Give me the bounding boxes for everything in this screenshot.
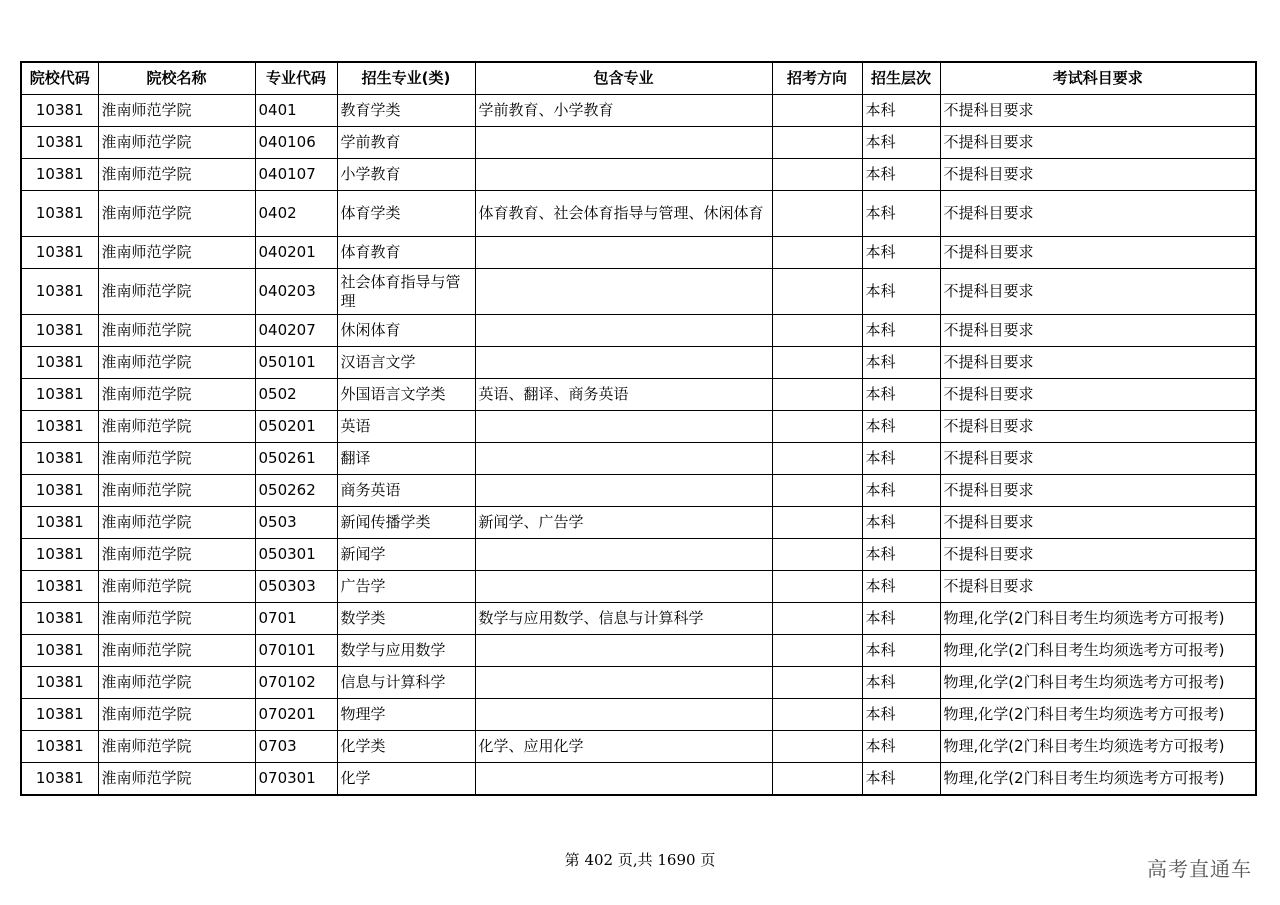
cell-direction bbox=[772, 127, 862, 159]
cell-requirement: 不提科目要求 bbox=[940, 475, 1256, 507]
cell-direction bbox=[772, 411, 862, 443]
cell-school-code: 10381 bbox=[21, 571, 98, 603]
cell-direction bbox=[772, 731, 862, 763]
cell-includes bbox=[475, 667, 772, 699]
table-row bbox=[21, 603, 1256, 635]
cell-direction bbox=[772, 159, 862, 191]
cell-direction bbox=[772, 315, 862, 347]
cell-major: 数学与应用数学 bbox=[337, 635, 475, 667]
cell-includes bbox=[475, 763, 772, 796]
cell-requirement: 不提科目要求 bbox=[940, 379, 1256, 411]
cell-school-code: 10381 bbox=[21, 667, 98, 699]
cell-school-code: 10381 bbox=[21, 443, 98, 475]
cell-includes bbox=[475, 159, 772, 191]
cell-direction bbox=[772, 379, 862, 411]
cell-school-code: 10381 bbox=[21, 603, 98, 635]
cell-major: 教育学类 bbox=[337, 95, 475, 127]
table-row bbox=[21, 635, 1256, 667]
header-major-code: 专业代码 bbox=[255, 62, 337, 95]
cell-requirement: 不提科目要求 bbox=[940, 571, 1256, 603]
cell-direction bbox=[772, 191, 862, 237]
cell-includes bbox=[475, 127, 772, 159]
cell-major-code: 040207 bbox=[255, 315, 337, 347]
cell-level: 本科 bbox=[862, 571, 940, 603]
table-row bbox=[21, 127, 1256, 159]
cell-major: 外国语言文学类 bbox=[337, 379, 475, 411]
cell-school-name: 淮南师范学院 bbox=[98, 315, 255, 347]
cell-major-code: 070301 bbox=[255, 763, 337, 796]
table-row bbox=[21, 191, 1256, 237]
cell-includes: 英语、翻译、商务英语 bbox=[475, 379, 772, 411]
cell-major: 翻译 bbox=[337, 443, 475, 475]
cell-includes bbox=[475, 443, 772, 475]
cell-major: 物理学 bbox=[337, 699, 475, 731]
cell-school-name: 淮南师范学院 bbox=[98, 411, 255, 443]
page-number: 第 402 页,共 1690 页 bbox=[564, 851, 716, 869]
header-includes: 包含专业 bbox=[475, 62, 772, 95]
cell-includes bbox=[475, 237, 772, 269]
cell-includes bbox=[475, 539, 772, 571]
cell-major: 新闻传播学类 bbox=[337, 507, 475, 539]
cell-direction bbox=[772, 699, 862, 731]
table-body bbox=[21, 95, 1256, 796]
cell-includes: 化学、应用化学 bbox=[475, 731, 772, 763]
cell-school-code: 10381 bbox=[21, 699, 98, 731]
cell-major-code: 070101 bbox=[255, 635, 337, 667]
cell-level: 本科 bbox=[862, 699, 940, 731]
cell-requirement: 不提科目要求 bbox=[940, 539, 1256, 571]
cell-direction bbox=[772, 475, 862, 507]
cell-includes bbox=[475, 635, 772, 667]
cell-level: 本科 bbox=[862, 347, 940, 379]
cell-major: 英语 bbox=[337, 411, 475, 443]
cell-major: 小学教育 bbox=[337, 159, 475, 191]
table-row bbox=[21, 731, 1256, 763]
cell-major-code: 0503 bbox=[255, 507, 337, 539]
header-level: 招生层次 bbox=[862, 62, 940, 95]
cell-requirement: 不提科目要求 bbox=[940, 237, 1256, 269]
cell-school-name: 淮南师范学院 bbox=[98, 731, 255, 763]
cell-major-code: 050201 bbox=[255, 411, 337, 443]
cell-school-name: 淮南师范学院 bbox=[98, 95, 255, 127]
header-major: 招生专业(类) bbox=[337, 62, 475, 95]
cell-requirement: 不提科目要求 bbox=[940, 159, 1256, 191]
header-direction: 招考方向 bbox=[772, 62, 862, 95]
cell-level: 本科 bbox=[862, 731, 940, 763]
header-school-code: 院校代码 bbox=[21, 62, 98, 95]
cell-major-code: 050301 bbox=[255, 539, 337, 571]
cell-includes: 新闻学、广告学 bbox=[475, 507, 772, 539]
table-row bbox=[21, 269, 1256, 315]
cell-major: 社会体育指导与管理 bbox=[337, 269, 475, 315]
cell-direction bbox=[772, 269, 862, 315]
table-row bbox=[21, 475, 1256, 507]
table-row bbox=[21, 315, 1256, 347]
cell-major-code: 040107 bbox=[255, 159, 337, 191]
cell-requirement: 物理,化学(2门科目考生均须选考方可报考) bbox=[940, 731, 1256, 763]
watermark: 高考直通车 bbox=[1147, 857, 1252, 881]
cell-requirement: 不提科目要求 bbox=[940, 315, 1256, 347]
table-row bbox=[21, 237, 1256, 269]
cell-school-name: 淮南师范学院 bbox=[98, 379, 255, 411]
cell-school-name: 淮南师范学院 bbox=[98, 159, 255, 191]
cell-requirement: 物理,化学(2门科目考生均须选考方可报考) bbox=[940, 763, 1256, 796]
table-row bbox=[21, 443, 1256, 475]
cell-school-code: 10381 bbox=[21, 475, 98, 507]
cell-includes bbox=[475, 347, 772, 379]
cell-school-code: 10381 bbox=[21, 95, 98, 127]
cell-level: 本科 bbox=[862, 603, 940, 635]
cell-school-code: 10381 bbox=[21, 411, 98, 443]
cell-school-name: 淮南师范学院 bbox=[98, 699, 255, 731]
cell-major: 体育学类 bbox=[337, 191, 475, 237]
cell-direction bbox=[772, 237, 862, 269]
cell-major: 汉语言文学 bbox=[337, 347, 475, 379]
cell-school-name: 淮南师范学院 bbox=[98, 571, 255, 603]
cell-requirement: 物理,化学(2门科目考生均须选考方可报考) bbox=[940, 699, 1256, 731]
cell-level: 本科 bbox=[862, 127, 940, 159]
cell-requirement: 不提科目要求 bbox=[940, 191, 1256, 237]
cell-level: 本科 bbox=[862, 191, 940, 237]
cell-includes bbox=[475, 411, 772, 443]
cell-major-code: 050101 bbox=[255, 347, 337, 379]
cell-requirement: 物理,化学(2门科目考生均须选考方可报考) bbox=[940, 635, 1256, 667]
table-row bbox=[21, 95, 1256, 127]
cell-school-name: 淮南师范学院 bbox=[98, 539, 255, 571]
table-row bbox=[21, 763, 1256, 796]
cell-school-name: 淮南师范学院 bbox=[98, 507, 255, 539]
cell-school-code: 10381 bbox=[21, 635, 98, 667]
admissions-table bbox=[20, 61, 1257, 796]
cell-school-code: 10381 bbox=[21, 539, 98, 571]
cell-direction bbox=[772, 95, 862, 127]
cell-requirement: 不提科目要求 bbox=[940, 95, 1256, 127]
cell-school-name: 淮南师范学院 bbox=[98, 603, 255, 635]
table-row bbox=[21, 699, 1256, 731]
cell-school-code: 10381 bbox=[21, 159, 98, 191]
cell-school-name: 淮南师范学院 bbox=[98, 667, 255, 699]
table-row bbox=[21, 571, 1256, 603]
cell-major-code: 040203 bbox=[255, 269, 337, 315]
cell-includes bbox=[475, 475, 772, 507]
cell-level: 本科 bbox=[862, 667, 940, 699]
cell-major-code: 070201 bbox=[255, 699, 337, 731]
cell-major: 信息与计算科学 bbox=[337, 667, 475, 699]
cell-school-name: 淮南师范学院 bbox=[98, 237, 255, 269]
cell-major-code: 070102 bbox=[255, 667, 337, 699]
cell-school-name: 淮南师范学院 bbox=[98, 191, 255, 237]
cell-major: 体育教育 bbox=[337, 237, 475, 269]
cell-school-code: 10381 bbox=[21, 731, 98, 763]
cell-major-code: 0401 bbox=[255, 95, 337, 127]
cell-requirement: 不提科目要求 bbox=[940, 443, 1256, 475]
cell-major-code: 0502 bbox=[255, 379, 337, 411]
cell-school-code: 10381 bbox=[21, 763, 98, 796]
cell-direction bbox=[772, 635, 862, 667]
cell-requirement: 不提科目要求 bbox=[940, 507, 1256, 539]
cell-direction bbox=[772, 603, 862, 635]
cell-major-code: 050303 bbox=[255, 571, 337, 603]
cell-major: 休闲体育 bbox=[337, 315, 475, 347]
cell-major-code: 040201 bbox=[255, 237, 337, 269]
cell-major: 学前教育 bbox=[337, 127, 475, 159]
cell-major: 化学类 bbox=[337, 731, 475, 763]
cell-direction bbox=[772, 571, 862, 603]
cell-level: 本科 bbox=[862, 507, 940, 539]
cell-major-code: 0402 bbox=[255, 191, 337, 237]
cell-includes bbox=[475, 315, 772, 347]
cell-school-name: 淮南师范学院 bbox=[98, 475, 255, 507]
cell-major-code: 050262 bbox=[255, 475, 337, 507]
cell-school-code: 10381 bbox=[21, 269, 98, 315]
cell-requirement: 不提科目要求 bbox=[940, 127, 1256, 159]
cell-includes bbox=[475, 699, 772, 731]
cell-school-name: 淮南师范学院 bbox=[98, 127, 255, 159]
cell-school-code: 10381 bbox=[21, 347, 98, 379]
cell-level: 本科 bbox=[862, 635, 940, 667]
table-row bbox=[21, 347, 1256, 379]
table-row bbox=[21, 667, 1256, 699]
cell-major: 新闻学 bbox=[337, 539, 475, 571]
cell-school-code: 10381 bbox=[21, 191, 98, 237]
cell-requirement: 不提科目要求 bbox=[940, 411, 1256, 443]
cell-requirement: 不提科目要求 bbox=[940, 269, 1256, 315]
cell-direction bbox=[772, 443, 862, 475]
cell-includes: 体育教育、社会体育指导与管理、休闲体育 bbox=[475, 191, 772, 237]
table-row bbox=[21, 411, 1256, 443]
header-requirement: 考试科目要求 bbox=[940, 62, 1256, 95]
table-row bbox=[21, 507, 1256, 539]
cell-level: 本科 bbox=[862, 411, 940, 443]
cell-direction bbox=[772, 667, 862, 699]
cell-level: 本科 bbox=[862, 237, 940, 269]
cell-major-code: 0703 bbox=[255, 731, 337, 763]
cell-major: 商务英语 bbox=[337, 475, 475, 507]
cell-includes: 数学与应用数学、信息与计算科学 bbox=[475, 603, 772, 635]
cell-level: 本科 bbox=[862, 379, 940, 411]
cell-level: 本科 bbox=[862, 763, 940, 796]
cell-major: 数学类 bbox=[337, 603, 475, 635]
header-row bbox=[21, 62, 1256, 95]
cell-requirement: 物理,化学(2门科目考生均须选考方可报考) bbox=[940, 603, 1256, 635]
cell-major-code: 050261 bbox=[255, 443, 337, 475]
table-row bbox=[21, 539, 1256, 571]
cell-major: 化学 bbox=[337, 763, 475, 796]
cell-major-code: 040106 bbox=[255, 127, 337, 159]
cell-level: 本科 bbox=[862, 159, 940, 191]
cell-level: 本科 bbox=[862, 95, 940, 127]
cell-school-code: 10381 bbox=[21, 379, 98, 411]
cell-direction bbox=[772, 539, 862, 571]
cell-level: 本科 bbox=[862, 269, 940, 315]
cell-school-name: 淮南师范学院 bbox=[98, 347, 255, 379]
cell-major-code: 0701 bbox=[255, 603, 337, 635]
cell-level: 本科 bbox=[862, 315, 940, 347]
cell-school-name: 淮南师范学院 bbox=[98, 763, 255, 796]
cell-includes bbox=[475, 269, 772, 315]
cell-includes bbox=[475, 571, 772, 603]
cell-level: 本科 bbox=[862, 443, 940, 475]
cell-requirement: 物理,化学(2门科目考生均须选考方可报考) bbox=[940, 667, 1256, 699]
table-row bbox=[21, 379, 1256, 411]
header-school-name: 院校名称 bbox=[98, 62, 255, 95]
cell-school-code: 10381 bbox=[21, 507, 98, 539]
cell-school-name: 淮南师范学院 bbox=[98, 269, 255, 315]
cell-major: 广告学 bbox=[337, 571, 475, 603]
cell-direction bbox=[772, 347, 862, 379]
cell-school-name: 淮南师范学院 bbox=[98, 635, 255, 667]
cell-school-code: 10381 bbox=[21, 127, 98, 159]
cell-direction bbox=[772, 507, 862, 539]
cell-level: 本科 bbox=[862, 539, 940, 571]
cell-direction bbox=[772, 763, 862, 796]
cell-requirement: 不提科目要求 bbox=[940, 347, 1256, 379]
cell-school-name: 淮南师范学院 bbox=[98, 443, 255, 475]
cell-includes: 学前教育、小学教育 bbox=[475, 95, 772, 127]
cell-school-code: 10381 bbox=[21, 315, 98, 347]
cell-level: 本科 bbox=[862, 475, 940, 507]
cell-school-code: 10381 bbox=[21, 237, 98, 269]
table-row bbox=[21, 159, 1256, 191]
